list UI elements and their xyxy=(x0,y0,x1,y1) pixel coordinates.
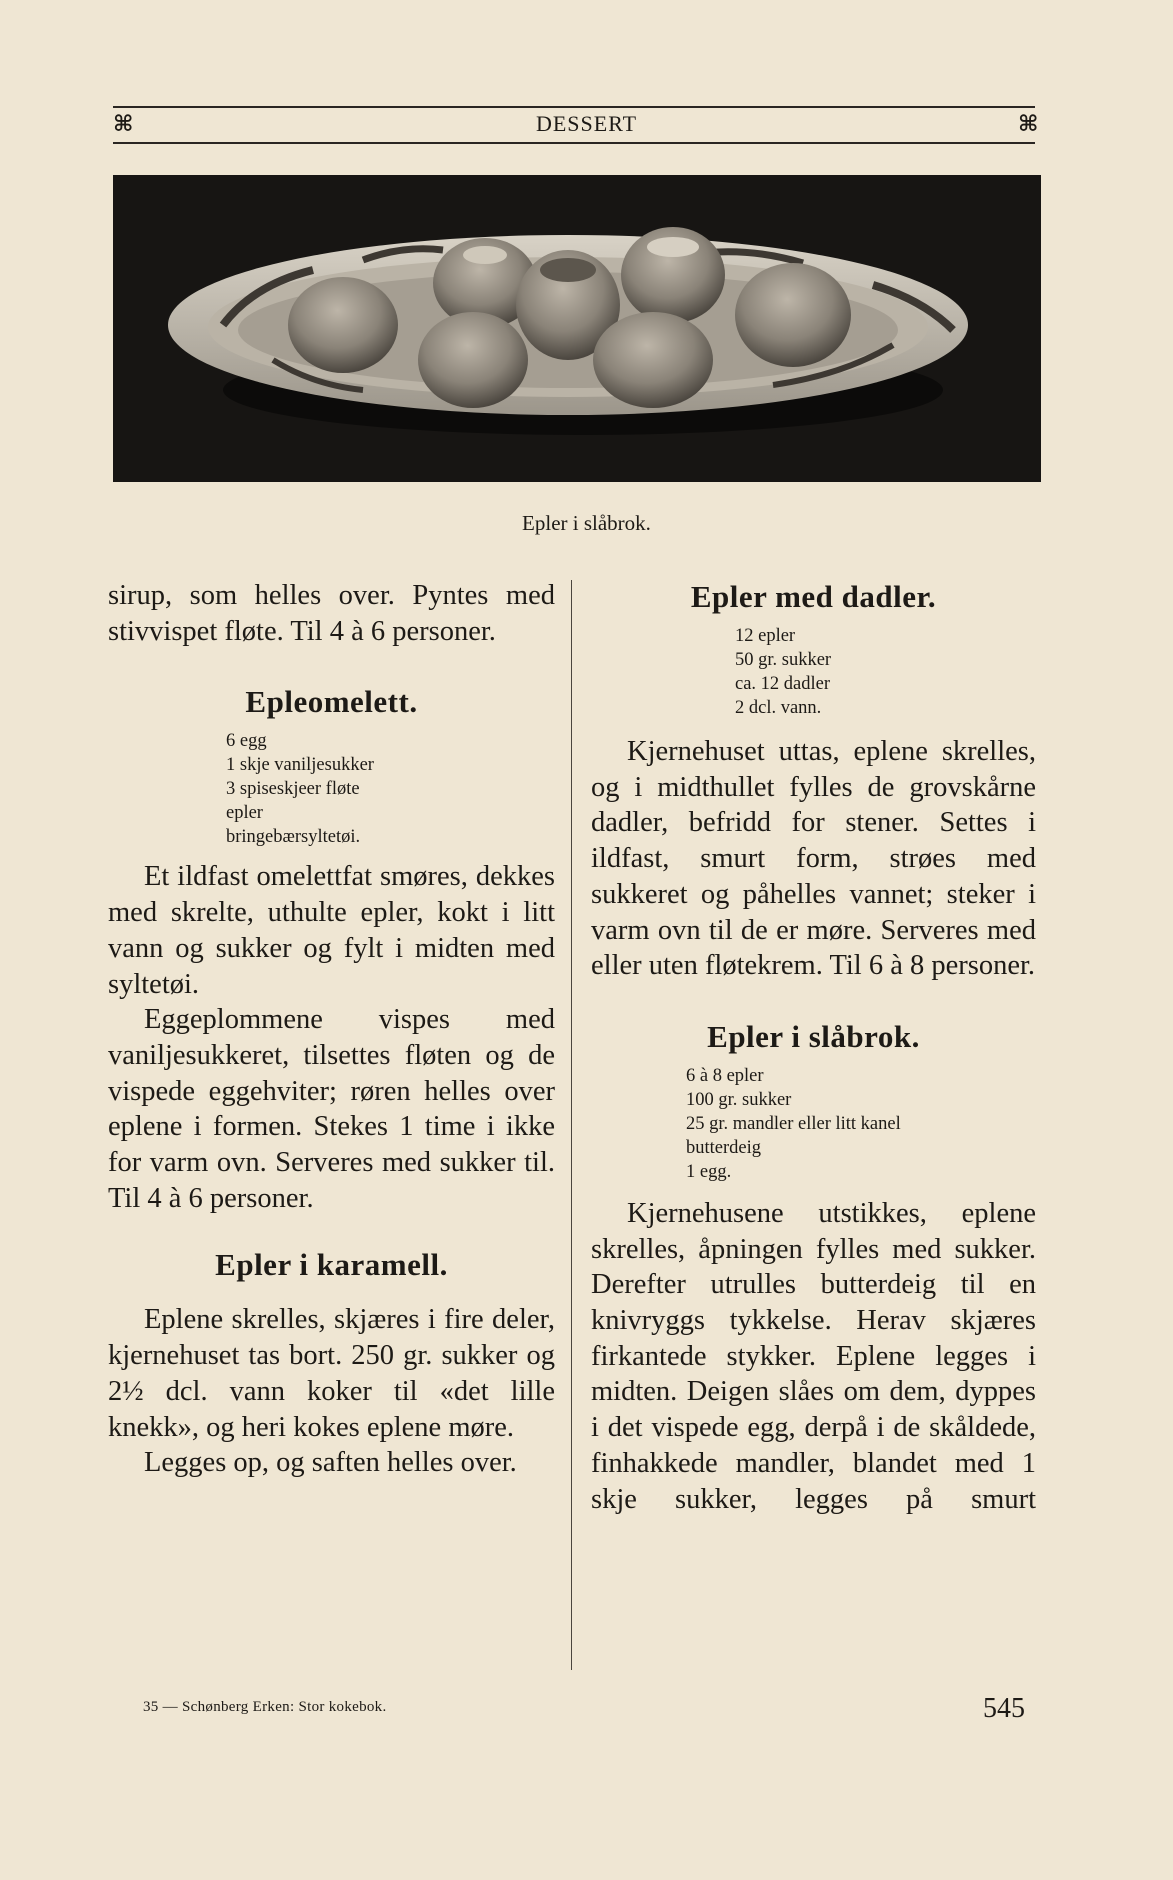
ingredient: 50 gr. sukker xyxy=(735,650,832,670)
recipe-paragraph: Et ildfast omelettfat smøres, dekkes med skrelte, uthulte epler, kokt i litt vann og sukker og fylt i midten med syltetøi. xyxy=(108,861,555,1000)
ingredient: 3 spiseskjeer fløte xyxy=(226,779,360,800)
ingredient: 2 dcl. vann. xyxy=(735,698,822,718)
ingredient-list xyxy=(591,1064,1036,1184)
ingredient: 100 gr. sukker xyxy=(686,1089,792,1110)
apples-on-platter-illustration xyxy=(113,175,1041,482)
ingredient: bringebærsyltetøi. xyxy=(226,827,361,848)
header-ornament-right-icon: ⌘ xyxy=(1018,111,1039,137)
header-ornament-left-icon: ⌘ xyxy=(113,111,134,137)
recipe-paragraph: Legges op, og saften helles over. xyxy=(144,1447,517,1479)
signature-line: 35 — Schønberg Erken: Stor kokebok. xyxy=(143,1699,387,1715)
recipe-paragraph: Kjernehuset uttas, eplene skrelles, og i midthullet fylles de grovskårne dadler, befridd for stener. Settes i ildfast, smurt form, strøes med sukkeret og påhelles vannet; steker i varm ovn til de er møre. Serveres med eller uten fløtekrem. Til 6 à 8 personer. xyxy=(591,736,1036,982)
recipe-title: Epler i slåbrok. xyxy=(707,1018,920,1054)
dessert-photo xyxy=(113,175,1041,482)
ingredient: 25 gr. mandler eller litt kanel xyxy=(686,1113,901,1134)
running-head: DESSERT xyxy=(535,111,638,136)
ingredient: 1 egg. xyxy=(686,1161,732,1182)
recipe-title: Epleomelett. xyxy=(245,684,418,720)
header-rule-top xyxy=(113,106,1035,108)
header-rule-bottom xyxy=(113,142,1035,144)
photo-caption: Epler i slåbrok. xyxy=(522,511,651,535)
recipe-paragraph: Eggeplommene vispes med vaniljesukkeret, tilsettes fløten og de vispede eggehviter; røren helles over eplene i formen. Stekes 1 time i ikke for varm ovn. Serveres med sukker til. Til 4 à 6 personer. xyxy=(108,1004,555,1214)
column-divider xyxy=(571,580,572,1670)
page-number: 545 xyxy=(983,1693,1025,1724)
recipe-title: Epler i karamell. xyxy=(215,1247,448,1283)
ingredient: 1 skje vaniljesukker xyxy=(226,755,374,776)
recipe-paragraph: Eplene skrelles, skjæres i fire deler, kjernehuset tas bort. 250 gr. sukker og 2½ dcl. vann koker til «det lille knekk», og heri kokes eplene møre. xyxy=(108,1304,555,1443)
ingredient: 12 epler xyxy=(735,626,796,646)
left-column xyxy=(108,578,555,1481)
ingredient: ca. 12 dadler xyxy=(735,674,831,694)
ingredient: butterdeig xyxy=(686,1137,762,1158)
right-column xyxy=(591,578,1036,1517)
ingredient-list xyxy=(591,624,1036,720)
recipe-paragraph: Kjernehusene utstikkes, eplene skrelles, åpningen fylles med sukker. Derefter utrulles butterdeig til en knivryggs tykkelse. Herav skjæres firkantede stykker. Eplene legges i midten. Deigen slåes om dem, dyppes i det vispede egg, derpå i de skåldede, finhakkede mandler, blandet med 1 skje sukker, legges på smurt xyxy=(591,1197,1036,1515)
ingredient: 6 à 8 epler xyxy=(686,1065,764,1086)
continued-paragraph: sirup, som helles over. Pyntes med stivvispet fløte. Til 4 à 6 personer. xyxy=(108,580,555,647)
ingredient-list xyxy=(108,729,555,849)
ingredient: 6 egg xyxy=(226,731,267,752)
recipe-title: Epler med dadler. xyxy=(690,579,937,614)
ingredient: epler xyxy=(226,803,263,824)
